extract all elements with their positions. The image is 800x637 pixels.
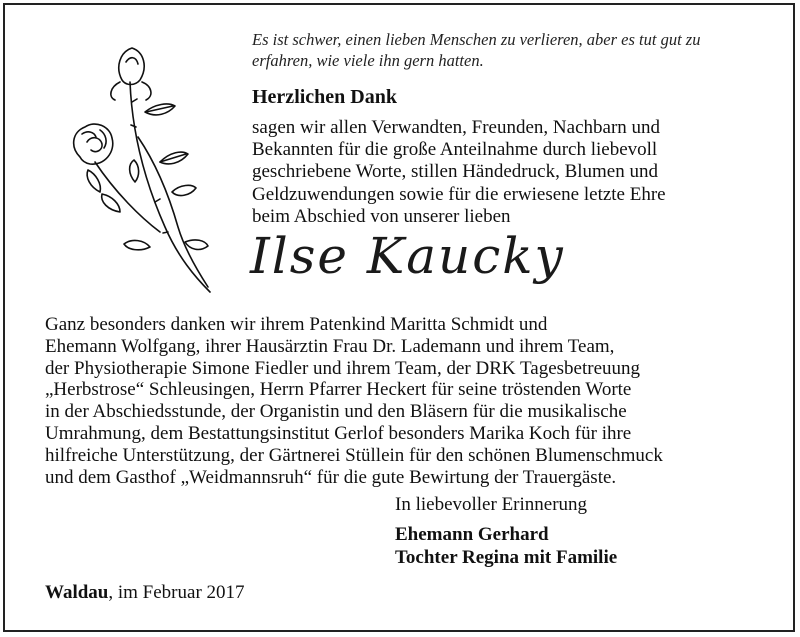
thanks-heading: Herzlichen Dank: [252, 86, 397, 108]
rose-branch-icon: [60, 42, 220, 297]
place-date: [45, 582, 245, 604]
intro-line: beim Abschied von unserer lieben: [252, 205, 511, 227]
quote-line: erfahren, wie viele ihn gern hatten.: [252, 51, 484, 70]
signatories: [395, 523, 617, 569]
body-line: und dem Gasthof „Weidmannsruh“ für die gute Bewirtung der Trauergäste.: [45, 466, 617, 488]
intro-line: Bekannten für die große Anteilnahme durch liebevoll: [252, 139, 658, 161]
body-paragraph: [45, 314, 775, 488]
place-name: Waldau: [45, 582, 109, 603]
closing-phrase: In liebevoller Erinnerung: [395, 494, 588, 515]
body-line: Ehemann Wolfgang, ihrer Hausärztin Frau Dr. Lademann und ihrem Team,: [45, 335, 615, 357]
quote-line: Es ist schwer, einen lieben Menschen zu verlieren, aber es tut gut zu: [252, 30, 701, 49]
body-line: in der Abschiedsstunde, der Organistin und den Bläsern für die musikalische: [45, 401, 627, 423]
intro-line: sagen wir allen Verwandten, Freunden, Nachbarn und: [252, 117, 661, 138]
body-line: Ganz besonders danken wir ihrem Patenkind Maritta Schmidt und: [45, 314, 548, 335]
intro-line: Geldzuwendungen sowie für die erwiesene letzte Ehre: [252, 183, 666, 205]
intro-line: geschriebene Worte, stillen Händedruck, Blumen und: [252, 161, 658, 183]
body-line: Umrahmung, dem Bestattungsinstitut Gerlof besonders Marika Koch für ihre: [45, 422, 632, 444]
intro-paragraph: [252, 117, 752, 228]
body-line: der Physiotherapie Simone Fiedler und ihrem Team, der DRK Tagesbetreuung: [45, 357, 641, 379]
signatory: Ehemann Gerhard: [395, 524, 549, 545]
body-line: „Herbstrose“ Schleusingen, Herrn Pfarrer Heckert für seine tröstenden Worte: [45, 379, 632, 401]
body-line: hilfreiche Unterstützung, der Gärtnerei Stüllein für den schönen Blumenschmuck: [45, 444, 663, 466]
deceased-name: Ilse Kaucky: [250, 227, 565, 285]
quote-text: [252, 29, 772, 71]
date-text: , im Februar 2017: [108, 582, 245, 603]
signatory: Tochter Regina mit Familie: [395, 547, 618, 568]
